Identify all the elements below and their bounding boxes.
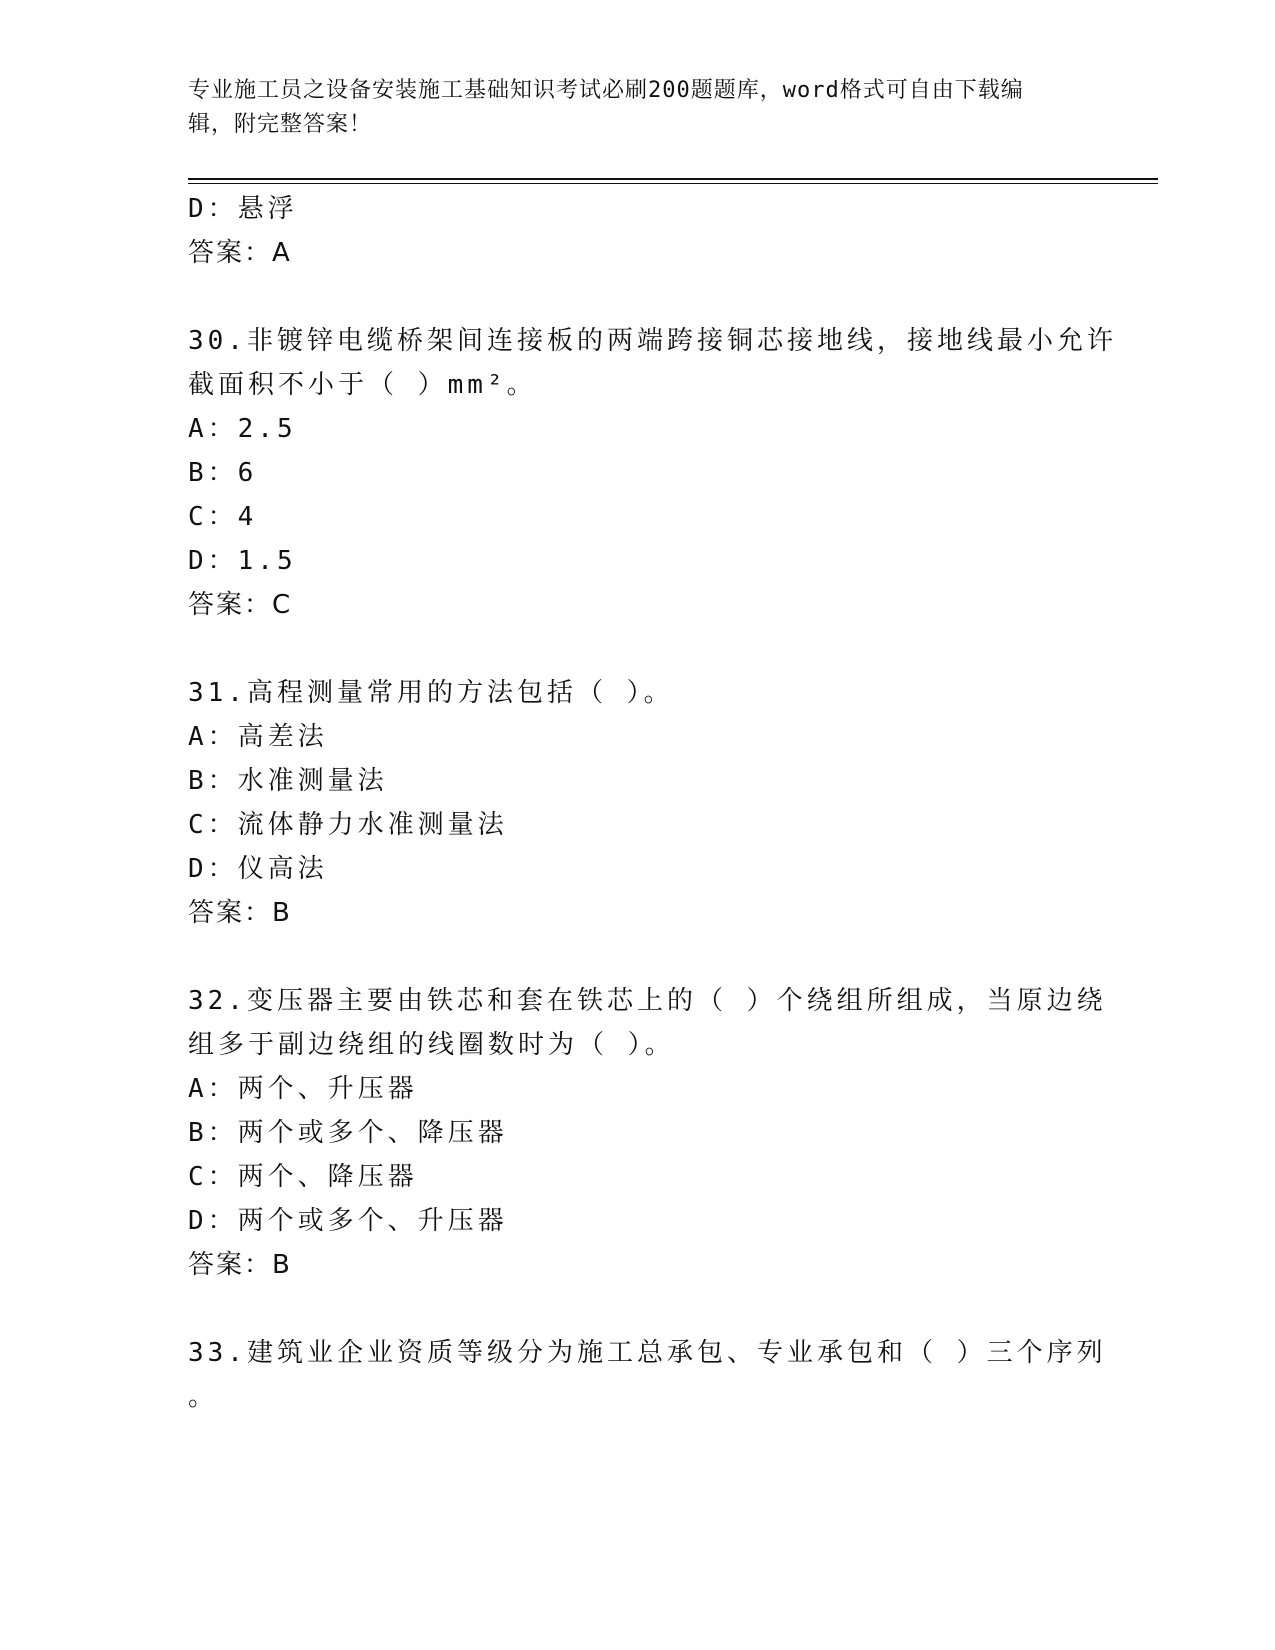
- question-30-option-b: B：6: [188, 458, 258, 488]
- question-30-option-a: A：2.5: [188, 414, 297, 444]
- question-31-option-c: C：流体静力水准测量法: [188, 810, 508, 840]
- question-32-text-line2: 组多于副边绕组的线圈数时为（ ）。: [188, 1030, 675, 1060]
- question-32-text-line1: 32.变压器主要由铁芯和套在铁芯上的（ ）个绕组所组成，当原边绕: [188, 986, 1107, 1016]
- question-32-option-c: C：两个、降压器: [188, 1162, 418, 1192]
- question-31-option-b: B：水准测量法: [188, 766, 388, 796]
- question-33-text-line1: 33.建筑业企业资质等级分为施工总承包、专业承包和（ ）三个序列: [188, 1338, 1107, 1368]
- prev-answer: 答案：A: [188, 238, 292, 268]
- question-30-option-d: D：1.5: [188, 546, 297, 576]
- question-32-answer: 答案：B: [188, 1250, 292, 1280]
- question-31-option-a: A：高差法: [188, 722, 328, 752]
- question-30-option-c: C：4: [188, 502, 258, 532]
- header-divider-thin: [188, 183, 1158, 184]
- question-31-option-d: D：仪高法: [188, 854, 328, 884]
- question-30-text-line2: 截面积不小于（ ）mm²。: [188, 370, 537, 400]
- question-33-text-line2: 。: [188, 1382, 219, 1412]
- question-30-answer: 答案：C: [188, 590, 293, 620]
- question-32-option-d: D：两个或多个、升压器: [188, 1206, 508, 1236]
- prev-option-d: D：悬浮: [188, 194, 298, 224]
- question-30-text-line1: 30.非镀锌电缆桥架间连接板的两端跨接铜芯接地线，接地线最小允许: [188, 326, 1117, 356]
- question-32-option-a: A：两个、升压器: [188, 1074, 418, 1104]
- question-31-text: 31.高程测量常用的方法包括（ ）。: [188, 678, 674, 708]
- question-31-answer: 答案：B: [188, 898, 292, 928]
- header-divider-thick: [188, 178, 1158, 180]
- question-32-option-b: B：两个或多个、降压器: [188, 1118, 508, 1148]
- document-header: 专业施工员之设备安装施工基础知识考试必刷200题题库，word格式可自由下载编辑，附完整答案！: [188, 78, 1024, 137]
